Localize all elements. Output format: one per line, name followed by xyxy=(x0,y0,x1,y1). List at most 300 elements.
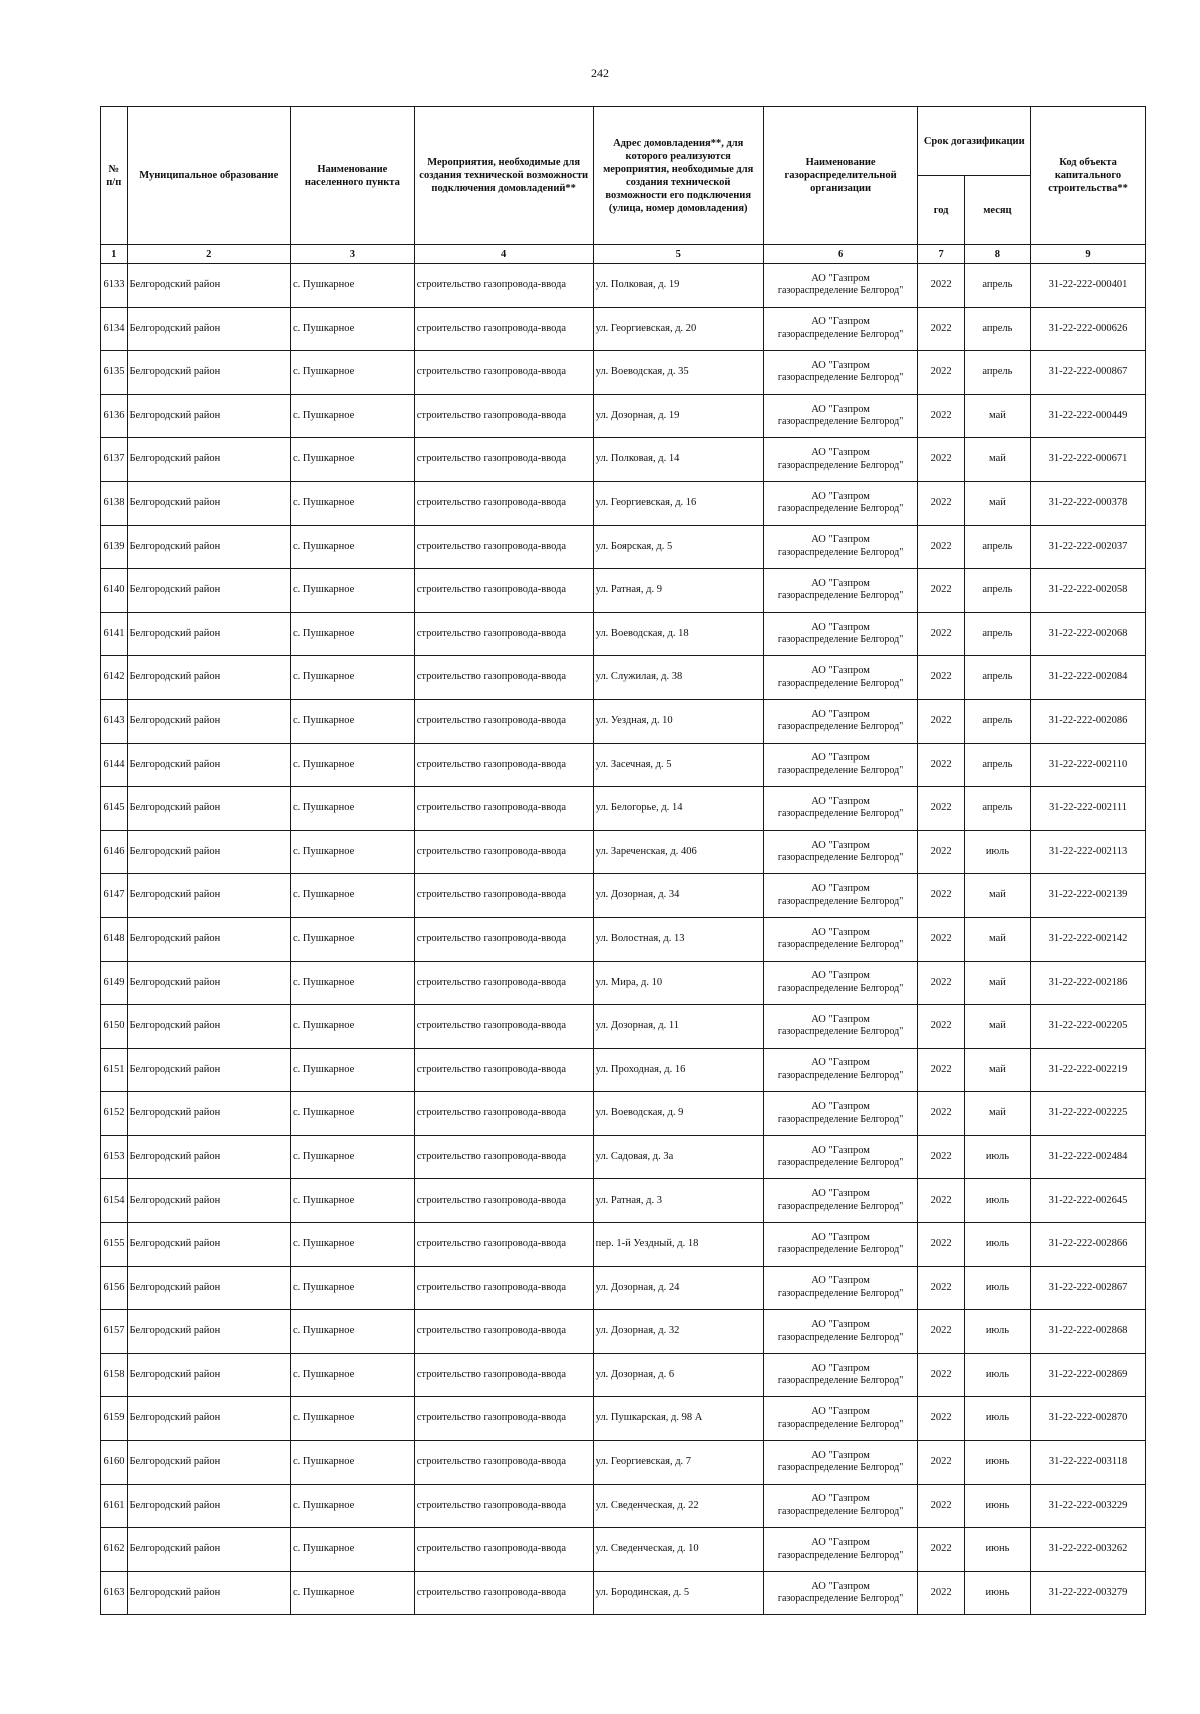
object-code-cell: 31-22-222-002867 xyxy=(1031,1266,1146,1310)
month-cell: июль xyxy=(964,1353,1030,1397)
municipality-cell: Белгородский район xyxy=(127,656,290,700)
settlement-cell: с. Пушкарное xyxy=(290,699,414,743)
organization-line-1: АО "Газпром xyxy=(811,752,870,764)
municipality-cell: Белгородский район xyxy=(127,1048,290,1092)
municipality-cell: Белгородский район xyxy=(127,394,290,438)
gasification-table xyxy=(100,106,1146,1615)
organization-line-2: газораспределение Белгород" xyxy=(777,1549,904,1561)
activity-cell: строительство газопровода-ввода xyxy=(414,438,593,482)
organization-line-2: газораспределение Белгород" xyxy=(777,895,904,907)
organization-line-1: АО "Газпром xyxy=(811,403,870,415)
activity-cell: строительство газопровода-ввода xyxy=(414,874,593,918)
row-number: 6136 xyxy=(101,394,128,438)
settlement-cell: с. Пушкарное xyxy=(290,481,414,525)
table-row xyxy=(101,612,1146,656)
address-cell: ул. Сведенческая, д. 10 xyxy=(593,1528,763,1572)
row-number: 6142 xyxy=(101,656,128,700)
year-cell: 2022 xyxy=(918,699,964,743)
page-number: 242 xyxy=(591,66,609,80)
organization-line-1: АО "Газпром xyxy=(811,708,870,720)
settlement-cell: с. Пушкарное xyxy=(290,612,414,656)
settlement-cell: с. Пушкарное xyxy=(290,351,414,395)
address-cell: ул. Засечная, д. 5 xyxy=(593,743,763,787)
municipality-cell: Белгородский район xyxy=(127,481,290,525)
header-year: год xyxy=(918,176,964,245)
organization-cell xyxy=(763,656,918,700)
organization-cell xyxy=(763,481,918,525)
table-row xyxy=(101,351,1146,395)
address-cell: ул. Сведенческая, д. 22 xyxy=(593,1484,763,1528)
activity-cell: строительство газопровода-ввода xyxy=(414,1048,593,1092)
municipality-cell: Белгородский район xyxy=(127,438,290,482)
organization-line-2: газораспределение Белгород" xyxy=(777,546,904,558)
table-row xyxy=(101,1484,1146,1528)
month-cell: май xyxy=(964,1092,1030,1136)
table-row xyxy=(101,1092,1146,1136)
month-cell: апрель xyxy=(964,787,1030,831)
address-cell: ул. Пушкарская, д. 98 А xyxy=(593,1397,763,1441)
month-cell: май xyxy=(964,481,1030,525)
organization-line-2: газораспределение Белгород" xyxy=(777,1200,904,1212)
object-code-cell: 31-22-222-002225 xyxy=(1031,1092,1146,1136)
activity-cell: строительство газопровода-ввода xyxy=(414,699,593,743)
row-number: 6150 xyxy=(101,1005,128,1049)
settlement-cell: с. Пушкарное xyxy=(290,1397,414,1441)
municipality-cell: Белгородский район xyxy=(127,917,290,961)
header-deadline: Срок догазификации xyxy=(918,107,1031,176)
municipality-cell: Белгородский район xyxy=(127,874,290,918)
municipality-cell: Белгородский район xyxy=(127,264,290,308)
organization-line-2: газораспределение Белгород" xyxy=(777,721,904,733)
activity-cell: строительство газопровода-ввода xyxy=(414,1092,593,1136)
activity-cell: строительство газопровода-ввода xyxy=(414,917,593,961)
organization-line-2: газораспределение Белгород" xyxy=(777,459,904,471)
organization-cell xyxy=(763,307,918,351)
year-cell: 2022 xyxy=(918,612,964,656)
activity-cell: строительство газопровода-ввода xyxy=(414,1441,593,1485)
object-code-cell: 31-22-222-002870 xyxy=(1031,1397,1146,1441)
municipality-cell: Белгородский район xyxy=(127,787,290,831)
table-row xyxy=(101,874,1146,918)
organization-line-1: АО "Газпром xyxy=(811,577,870,589)
address-cell: ул. Служилая, д. 38 xyxy=(593,656,763,700)
organization-cell xyxy=(763,569,918,613)
address-cell: ул. Белогорье, д. 14 xyxy=(593,787,763,831)
year-cell: 2022 xyxy=(918,1528,964,1572)
year-cell: 2022 xyxy=(918,481,964,525)
row-number: 6149 xyxy=(101,961,128,1005)
row-number: 6160 xyxy=(101,1441,128,1485)
organization-cell xyxy=(763,874,918,918)
month-cell: июль xyxy=(964,1397,1030,1441)
settlement-cell: с. Пушкарное xyxy=(290,1223,414,1267)
organization-cell xyxy=(763,1223,918,1267)
column-number: 6 xyxy=(763,245,918,264)
settlement-cell: с. Пушкарное xyxy=(290,874,414,918)
year-cell: 2022 xyxy=(918,1223,964,1267)
year-cell: 2022 xyxy=(918,1048,964,1092)
year-cell: 2022 xyxy=(918,961,964,1005)
settlement-cell: с. Пушкарное xyxy=(290,1135,414,1179)
activity-cell: строительство газопровода-ввода xyxy=(414,787,593,831)
organization-cell xyxy=(763,961,918,1005)
activity-cell: строительство газопровода-ввода xyxy=(414,1528,593,1572)
object-code-cell: 31-22-222-002084 xyxy=(1031,656,1146,700)
activity-cell: строительство газопровода-ввода xyxy=(414,525,593,569)
municipality-cell: Белгородский район xyxy=(127,1353,290,1397)
column-number: 5 xyxy=(593,245,763,264)
header-organization: Наименование газораспределительной организации xyxy=(763,107,918,245)
address-cell: ул. Георгиевская, д. 7 xyxy=(593,1441,763,1485)
municipality-cell: Белгородский район xyxy=(127,1223,290,1267)
organization-cell xyxy=(763,1092,918,1136)
address-cell: ул. Уездная, д. 10 xyxy=(593,699,763,743)
organization-cell xyxy=(763,1441,918,1485)
object-code-cell: 31-22-222-002037 xyxy=(1031,525,1146,569)
organization-cell xyxy=(763,1135,918,1179)
table-row xyxy=(101,1353,1146,1397)
header-code: Код объекта капитального строительства** xyxy=(1031,107,1146,245)
month-cell: апрель xyxy=(964,699,1030,743)
row-number: 6147 xyxy=(101,874,128,918)
column-number: 2 xyxy=(127,245,290,264)
organization-line-2: газораспределение Белгород" xyxy=(777,416,904,428)
municipality-cell: Белгородский район xyxy=(127,1179,290,1223)
organization-line-2: газораспределение Белгород" xyxy=(777,764,904,776)
settlement-cell: с. Пушкарное xyxy=(290,1441,414,1485)
municipality-cell: Белгородский район xyxy=(127,699,290,743)
organization-line-1: АО "Газпром xyxy=(811,1231,870,1243)
organization-line-1: АО "Газпром xyxy=(811,839,870,851)
organization-line-2: газораспределение Белгород" xyxy=(777,1375,904,1387)
month-cell: май xyxy=(964,1048,1030,1092)
settlement-cell: с. Пушкарное xyxy=(290,438,414,482)
organization-line-2: газораспределение Белгород" xyxy=(777,852,904,864)
activity-cell: строительство газопровода-ввода xyxy=(414,481,593,525)
header-settlement: Наименование населенного пункта xyxy=(290,107,414,245)
object-code-cell: 31-22-222-000626 xyxy=(1031,307,1146,351)
settlement-cell: с. Пушкарное xyxy=(290,1353,414,1397)
month-cell: июль xyxy=(964,1179,1030,1223)
address-cell: ул. Дозорная, д. 6 xyxy=(593,1353,763,1397)
column-number: 7 xyxy=(918,245,964,264)
settlement-cell: с. Пушкарное xyxy=(290,569,414,613)
organization-cell xyxy=(763,917,918,961)
address-cell: ул. Полковая, д. 19 xyxy=(593,264,763,308)
organization-line-1: АО "Газпром xyxy=(811,883,870,895)
month-cell: июль xyxy=(964,1223,1030,1267)
organization-cell xyxy=(763,1048,918,1092)
organization-cell xyxy=(763,612,918,656)
year-cell: 2022 xyxy=(918,1266,964,1310)
organization-line-1: АО "Газпром xyxy=(811,359,870,371)
row-number: 6154 xyxy=(101,1179,128,1223)
month-cell: май xyxy=(964,438,1030,482)
table-row xyxy=(101,1528,1146,1572)
object-code-cell: 31-22-222-002139 xyxy=(1031,874,1146,918)
year-cell: 2022 xyxy=(918,1005,964,1049)
activity-cell: строительство газопровода-ввода xyxy=(414,569,593,613)
settlement-cell: с. Пушкарное xyxy=(290,307,414,351)
table-row xyxy=(101,699,1146,743)
activity-cell: строительство газопровода-ввода xyxy=(414,1397,593,1441)
address-cell: ул. Волостная, д. 13 xyxy=(593,917,763,961)
month-cell: июнь xyxy=(964,1571,1030,1615)
row-number: 6153 xyxy=(101,1135,128,1179)
address-cell: ул. Воеводская, д. 9 xyxy=(593,1092,763,1136)
activity-cell: строительство газопровода-ввода xyxy=(414,656,593,700)
year-cell: 2022 xyxy=(918,1397,964,1441)
row-number: 6163 xyxy=(101,1571,128,1615)
object-code-cell: 31-22-222-000449 xyxy=(1031,394,1146,438)
organization-cell xyxy=(763,1266,918,1310)
settlement-cell: с. Пушкарное xyxy=(290,1484,414,1528)
organization-line-2: газораспределение Белгород" xyxy=(777,1244,904,1256)
activity-cell: строительство газопровода-ввода xyxy=(414,1223,593,1267)
year-cell: 2022 xyxy=(918,264,964,308)
object-code-cell: 31-22-222-002110 xyxy=(1031,743,1146,787)
table-row xyxy=(101,569,1146,613)
row-number: 6141 xyxy=(101,612,128,656)
address-cell: ул. Воеводская, д. 35 xyxy=(593,351,763,395)
table-row xyxy=(101,1179,1146,1223)
table-row xyxy=(101,1135,1146,1179)
month-cell: апрель xyxy=(964,525,1030,569)
row-number: 6137 xyxy=(101,438,128,482)
table-row xyxy=(101,438,1146,482)
organization-line-1: АО "Газпром xyxy=(811,1013,870,1025)
municipality-cell: Белгородский район xyxy=(127,1092,290,1136)
object-code-cell: 31-22-222-000378 xyxy=(1031,481,1146,525)
settlement-cell: с. Пушкарное xyxy=(290,1310,414,1354)
year-cell: 2022 xyxy=(918,1310,964,1354)
activity-cell: строительство газопровода-ввода xyxy=(414,1135,593,1179)
activity-cell: строительство газопровода-ввода xyxy=(414,1266,593,1310)
activity-cell: строительство газопровода-ввода xyxy=(414,1179,593,1223)
organization-cell xyxy=(763,1353,918,1397)
table-header xyxy=(101,107,1146,264)
table-row xyxy=(101,1266,1146,1310)
year-cell: 2022 xyxy=(918,1092,964,1136)
address-cell: пер. 1-й Уездный, д. 18 xyxy=(593,1223,763,1267)
row-number: 6133 xyxy=(101,264,128,308)
object-code-cell: 31-22-222-002645 xyxy=(1031,1179,1146,1223)
municipality-cell: Белгородский район xyxy=(127,612,290,656)
object-code-cell: 31-22-222-003262 xyxy=(1031,1528,1146,1572)
address-cell: ул. Боярская, д. 5 xyxy=(593,525,763,569)
organization-line-1: АО "Газпром xyxy=(811,1449,870,1461)
row-number: 6152 xyxy=(101,1092,128,1136)
table-body xyxy=(101,264,1146,1615)
organization-cell xyxy=(763,1397,918,1441)
activity-cell: строительство газопровода-ввода xyxy=(414,961,593,1005)
address-cell: ул. Дозорная, д. 11 xyxy=(593,1005,763,1049)
table-row xyxy=(101,1048,1146,1092)
year-cell: 2022 xyxy=(918,1353,964,1397)
year-cell: 2022 xyxy=(918,1179,964,1223)
table-row xyxy=(101,1441,1146,1485)
table-row xyxy=(101,307,1146,351)
column-number: 1 xyxy=(101,245,128,264)
row-number: 6145 xyxy=(101,787,128,831)
object-code-cell: 31-22-222-000401 xyxy=(1031,264,1146,308)
organization-line-2: газораспределение Белгород" xyxy=(777,982,904,994)
organization-cell xyxy=(763,1571,918,1615)
row-number: 6159 xyxy=(101,1397,128,1441)
year-cell: 2022 xyxy=(918,1571,964,1615)
month-cell: июнь xyxy=(964,1528,1030,1572)
activity-cell: строительство газопровода-ввода xyxy=(414,1353,593,1397)
activity-cell: строительство газопровода-ввода xyxy=(414,743,593,787)
year-cell: 2022 xyxy=(918,1441,964,1485)
year-cell: 2022 xyxy=(918,830,964,874)
municipality-cell: Белгородский район xyxy=(127,1484,290,1528)
row-number: 6139 xyxy=(101,525,128,569)
organization-line-2: газораспределение Белгород" xyxy=(777,677,904,689)
address-cell: ул. Воеводская, д. 18 xyxy=(593,612,763,656)
address-cell: ул. Дозорная, д. 34 xyxy=(593,874,763,918)
table-row xyxy=(101,525,1146,569)
organization-line-1: АО "Газпром xyxy=(811,1144,870,1156)
organization-line-1: АО "Газпром xyxy=(811,1493,870,1505)
object-code-cell: 31-22-222-000671 xyxy=(1031,438,1146,482)
settlement-cell: с. Пушкарное xyxy=(290,1528,414,1572)
month-cell: июль xyxy=(964,1266,1030,1310)
table-row xyxy=(101,264,1146,308)
organization-cell xyxy=(763,787,918,831)
organization-line-2: газораспределение Белгород" xyxy=(777,939,904,951)
organization-line-2: газораспределение Белгород" xyxy=(777,285,904,297)
organization-cell xyxy=(763,264,918,308)
organization-line-1: АО "Газпром xyxy=(811,1275,870,1287)
address-cell: ул. Зареченская, д. 406 xyxy=(593,830,763,874)
year-cell: 2022 xyxy=(918,307,964,351)
month-cell: июнь xyxy=(964,1441,1030,1485)
municipality-cell: Белгородский район xyxy=(127,743,290,787)
municipality-cell: Белгородский район xyxy=(127,1441,290,1485)
row-number: 6140 xyxy=(101,569,128,613)
organization-line-2: газораспределение Белгород" xyxy=(777,328,904,340)
month-cell: май xyxy=(964,394,1030,438)
row-number: 6151 xyxy=(101,1048,128,1092)
settlement-cell: с. Пушкарное xyxy=(290,394,414,438)
organization-cell xyxy=(763,699,918,743)
object-code-cell: 31-22-222-002086 xyxy=(1031,699,1146,743)
column-number: 3 xyxy=(290,245,414,264)
object-code-cell: 31-22-222-002869 xyxy=(1031,1353,1146,1397)
address-cell: ул. Садовая, д. 3а xyxy=(593,1135,763,1179)
organization-line-2: газораспределение Белгород" xyxy=(777,1157,904,1169)
address-cell: ул. Проходная, д. 16 xyxy=(593,1048,763,1092)
year-cell: 2022 xyxy=(918,394,964,438)
organization-line-2: газораспределение Белгород" xyxy=(777,1462,904,1474)
organization-line-2: газораспределение Белгород" xyxy=(777,1593,904,1605)
municipality-cell: Белгородский район xyxy=(127,525,290,569)
activity-cell: строительство газопровода-ввода xyxy=(414,307,593,351)
month-cell: апрель xyxy=(964,264,1030,308)
activity-cell: строительство газопровода-ввода xyxy=(414,394,593,438)
organization-line-2: газораспределение Белгород" xyxy=(777,1069,904,1081)
header-address: Адрес домовладения**, для которого реализуются мероприятия, необходимые для создания технической возможности его подключения (улица, номер домовладения) xyxy=(593,107,763,245)
year-cell: 2022 xyxy=(918,438,964,482)
activity-cell: строительство газопровода-ввода xyxy=(414,264,593,308)
organization-line-1: АО "Газпром xyxy=(811,926,870,938)
organization-line-2: газораспределение Белгород" xyxy=(777,1287,904,1299)
table-row xyxy=(101,917,1146,961)
organization-line-1: АО "Газпром xyxy=(811,970,870,982)
year-cell: 2022 xyxy=(918,917,964,961)
settlement-cell: с. Пушкарное xyxy=(290,1266,414,1310)
organization-line-2: газораспределение Белгород" xyxy=(777,1113,904,1125)
row-number: 6143 xyxy=(101,699,128,743)
month-cell: июль xyxy=(964,1135,1030,1179)
object-code-cell: 31-22-222-003118 xyxy=(1031,1441,1146,1485)
year-cell: 2022 xyxy=(918,569,964,613)
municipality-cell: Белгородский район xyxy=(127,1397,290,1441)
organization-line-1: АО "Газпром xyxy=(811,1319,870,1331)
table-row xyxy=(101,656,1146,700)
settlement-cell: с. Пушкарное xyxy=(290,1179,414,1223)
row-number: 6146 xyxy=(101,830,128,874)
header-activities: Мероприятия, необходимые для создания технической возможности подключения домовладений** xyxy=(414,107,593,245)
column-number: 8 xyxy=(964,245,1030,264)
month-cell: июнь xyxy=(964,1484,1030,1528)
organization-line-2: газораспределение Белгород" xyxy=(777,634,904,646)
settlement-cell: с. Пушкарное xyxy=(290,1005,414,1049)
organization-line-1: АО "Газпром xyxy=(811,1101,870,1113)
address-cell: ул. Дозорная, д. 19 xyxy=(593,394,763,438)
month-cell: апрель xyxy=(964,351,1030,395)
settlement-cell: с. Пушкарное xyxy=(290,264,414,308)
organization-line-1: АО "Газпром xyxy=(811,490,870,502)
year-cell: 2022 xyxy=(918,1135,964,1179)
month-cell: июль xyxy=(964,1310,1030,1354)
month-cell: май xyxy=(964,874,1030,918)
municipality-cell: Белгородский район xyxy=(127,830,290,874)
object-code-cell: 31-22-222-002186 xyxy=(1031,961,1146,1005)
table-row xyxy=(101,1571,1146,1615)
address-cell: ул. Георгиевская, д. 20 xyxy=(593,307,763,351)
table-row xyxy=(101,481,1146,525)
row-number: 6138 xyxy=(101,481,128,525)
organization-cell xyxy=(763,1528,918,1572)
row-number: 6155 xyxy=(101,1223,128,1267)
month-cell: май xyxy=(964,917,1030,961)
address-cell: ул. Полковая, д. 14 xyxy=(593,438,763,482)
object-code-cell: 31-22-222-002219 xyxy=(1031,1048,1146,1092)
object-code-cell: 31-22-222-002868 xyxy=(1031,1310,1146,1354)
organization-cell xyxy=(763,1005,918,1049)
table-row xyxy=(101,1223,1146,1267)
month-cell: апрель xyxy=(964,307,1030,351)
activity-cell: строительство газопровода-ввода xyxy=(414,1005,593,1049)
row-number: 6156 xyxy=(101,1266,128,1310)
column-number: 4 xyxy=(414,245,593,264)
settlement-cell: с. Пушкарное xyxy=(290,743,414,787)
month-cell: май xyxy=(964,961,1030,1005)
organization-line-1: АО "Газпром xyxy=(811,1537,870,1549)
municipality-cell: Белгородский район xyxy=(127,307,290,351)
year-cell: 2022 xyxy=(918,787,964,831)
organization-cell xyxy=(763,351,918,395)
year-cell: 2022 xyxy=(918,351,964,395)
organization-cell xyxy=(763,1310,918,1354)
settlement-cell: с. Пушкарное xyxy=(290,525,414,569)
municipality-cell: Белгородский район xyxy=(127,1310,290,1354)
municipality-cell: Белгородский район xyxy=(127,961,290,1005)
object-code-cell: 31-22-222-002068 xyxy=(1031,612,1146,656)
activity-cell: строительство газопровода-ввода xyxy=(414,1310,593,1354)
